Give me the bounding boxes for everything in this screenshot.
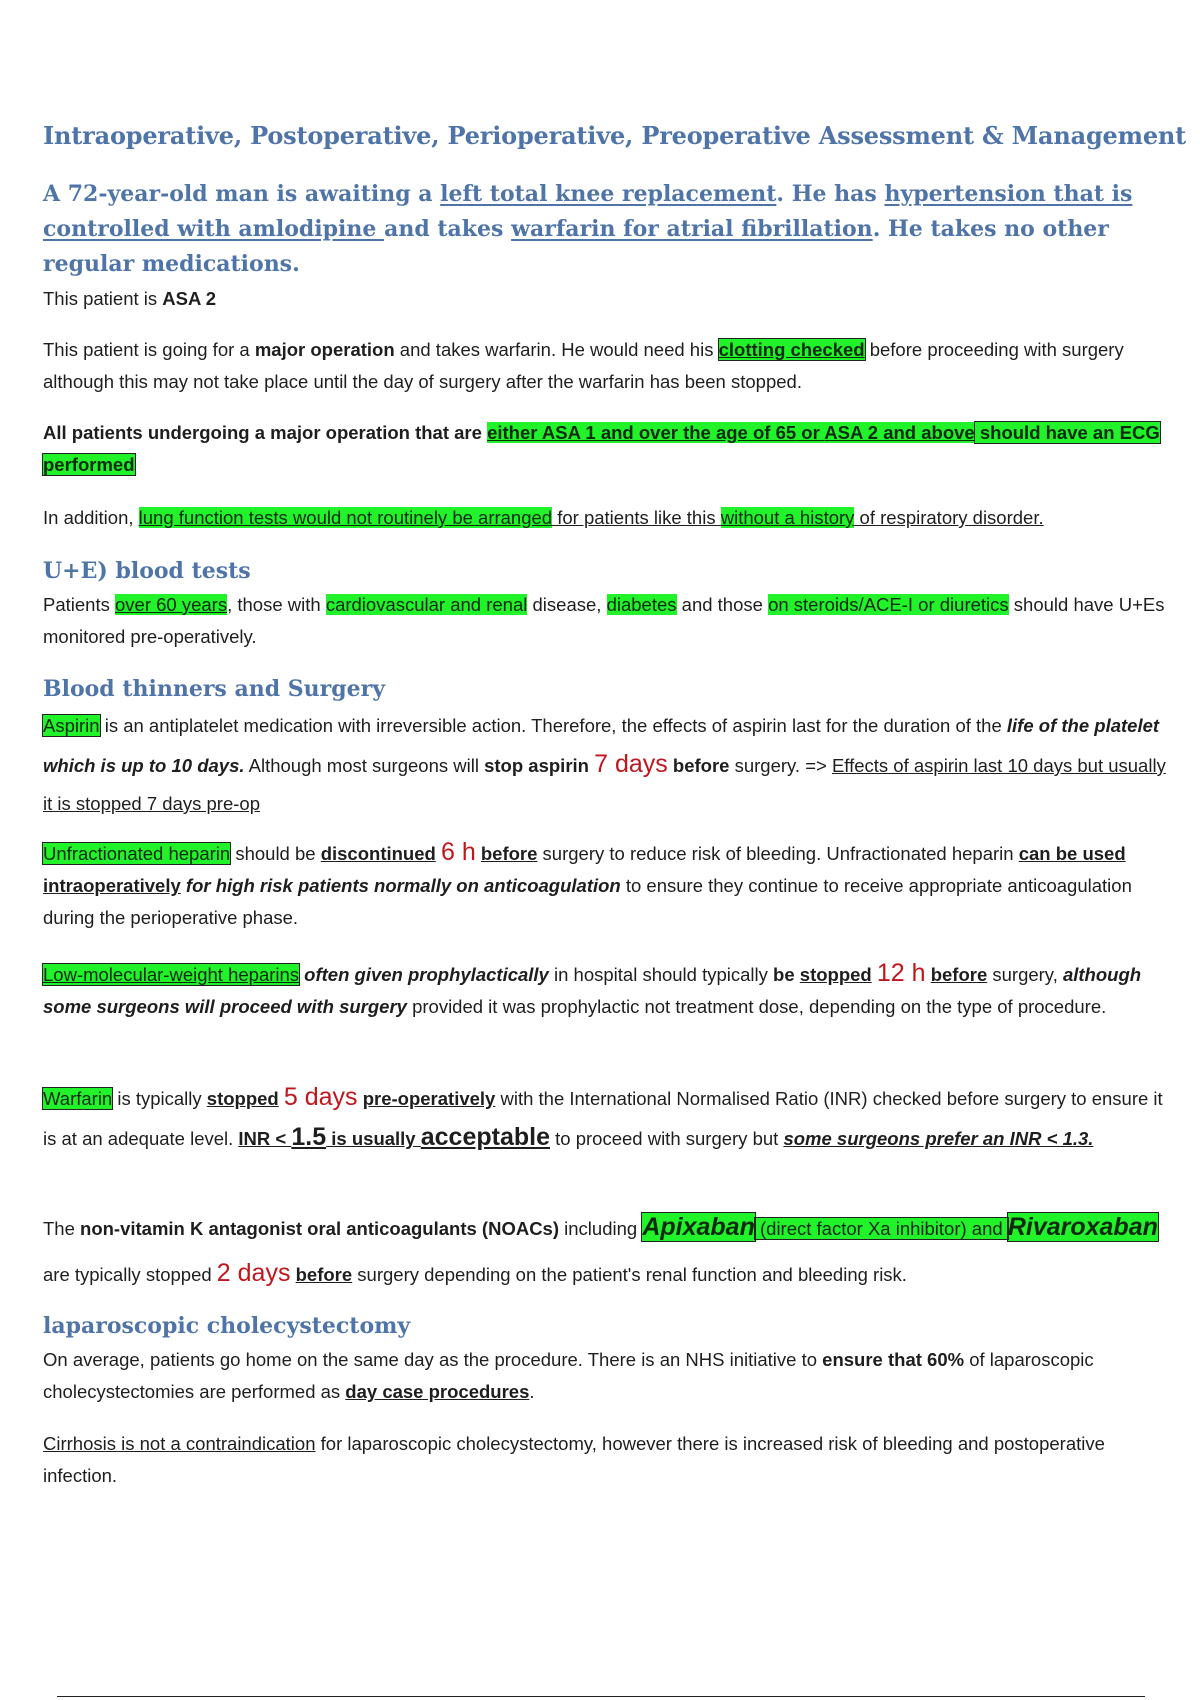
asa-paragraph <box>43 283 1178 315</box>
clotting-paragraph <box>43 334 1178 398</box>
bold-text: before <box>295 1264 353 1285</box>
bold-text: major operation <box>254 339 395 360</box>
highlight: either ASA 1 and over the age of 65 <box>487 422 797 443</box>
text: of laparoscopic cholecystectomies are performed as <box>43 1349 1094 1402</box>
text: . <box>529 1381 535 1402</box>
bold-text: ensure that 60% <box>822 1349 965 1370</box>
text: for patients like this <box>552 507 721 528</box>
big-value: acceptable <box>420 1123 550 1151</box>
bold-text: before <box>930 964 988 985</box>
text: should be <box>230 843 321 864</box>
text: On average, patients go home on the same day as the procedure. There is an NHS initiative to <box>43 1349 823 1370</box>
asa-value: ASA 2 <box>162 288 217 309</box>
text: disease, <box>527 594 607 615</box>
highlight: diabetes <box>606 594 677 615</box>
case-underline: left total knee replacement <box>440 181 777 207</box>
page-title: Intraoperative, Postoperative, Perioperative, Preoperative Assessment & Management <box>43 121 1187 150</box>
text: provided it was prophylactic not treatment dose, depending on the type of procedure. <box>406 996 1107 1017</box>
page-footer-rule <box>57 1696 1145 1697</box>
cirrhosis-paragraph <box>43 1428 1178 1492</box>
italic-text: although some surgeons will proceed with surgery <box>43 964 1142 1017</box>
case-underline: hypertension that is controlled with amlodipine <box>43 181 1133 242</box>
text: In addition, <box>43 507 139 528</box>
big-value: 1.5 <box>291 1123 327 1151</box>
text: of respiratory disorder. <box>854 507 1044 528</box>
lung-paragraph <box>43 502 1178 534</box>
italic-text: for high risk patients normally on anticoagulation <box>180 875 621 896</box>
lap-paragraph <box>43 1344 1178 1408</box>
text: surgery, <box>987 964 1063 985</box>
text: , those with <box>227 594 326 615</box>
case-text: . He takes no other regular medications. <box>43 216 1109 277</box>
bold-text: is usually <box>326 1128 421 1149</box>
text: All patients undergoing a major operation that are <box>43 422 488 443</box>
blood-thinners-heading: Blood thinners and Surgery <box>43 676 385 702</box>
bold-text: before <box>672 755 730 776</box>
text: are typically stopped <box>43 1264 217 1285</box>
text: surgery to reduce risk of bleeding. Unfractionated heparin <box>537 843 1019 864</box>
ufh-paragraph <box>43 836 1178 934</box>
red-value: 6 h <box>440 838 476 866</box>
bold-text: day case procedures <box>345 1381 530 1402</box>
text: for laparoscopic cholecystectomy, however there is increased risk of bleeding and postoperative infection. <box>43 1433 1105 1486</box>
red-value: 7 days <box>594 750 668 778</box>
underlined-text: Effects of aspirin last 10 days but usually it is stopped 7 days pre-op <box>43 755 1166 814</box>
bold-text: stopped <box>799 964 872 985</box>
lmwh-paragraph <box>43 957 1178 1023</box>
case-text: . He has <box>776 181 885 207</box>
ue-heading: U+E) blood tests <box>43 558 251 584</box>
case-text: and takes <box>384 216 512 242</box>
text: is typically <box>112 1088 207 1109</box>
text: should have U+Es monitored pre-operatively. <box>43 594 1165 647</box>
highlight: on steroids/ACE-I or diuretics <box>768 594 1009 615</box>
italic-text: often given prophylactically <box>299 964 549 985</box>
highlight: Low-molecular-weight heparins <box>43 964 300 985</box>
highlight: cardiovascular and renal <box>325 594 528 615</box>
lap-heading: laparoscopic cholecystectomy <box>43 1313 411 1339</box>
text: before proceeding with surgery although this may not take place until the day of surgery after the warfarin has been stopped. <box>43 339 1124 392</box>
text: The <box>43 1218 81 1239</box>
red-value: 12 h <box>876 959 926 987</box>
bold-text: be <box>773 964 800 985</box>
warfarin-paragraph <box>43 1078 1178 1158</box>
bold-text: before <box>480 843 538 864</box>
highlight: Apixaban <box>642 1213 755 1241</box>
highlight: Aspirin <box>43 715 100 736</box>
bold-text: stopped <box>206 1088 279 1109</box>
italic-text: some surgeons prefer an INR < 1.3. <box>783 1128 1094 1149</box>
aspirin-paragraph <box>43 707 1178 823</box>
text: including <box>559 1218 643 1239</box>
highlight: without a history <box>720 507 855 528</box>
case-text: A 72-year-old man is awaiting a <box>43 181 441 207</box>
highlight: Warfarin <box>43 1088 113 1109</box>
text: Patients <box>43 594 115 615</box>
bold-text: stop aspirin <box>484 755 589 776</box>
highlight: Unfractionated heparin <box>43 843 231 864</box>
text: to proceed with surgery but <box>550 1128 784 1149</box>
text: This patient is going for a <box>43 339 255 360</box>
text: to ensure they continue to receive appropriate anticoagulation during the perioperative phase. <box>43 875 1132 928</box>
text: is an antiplatelet medication with irreversible action. Therefore, the effects of aspirin last for the duration of the <box>99 715 1007 736</box>
case-stem <box>43 177 1173 282</box>
highlight: (direct factor Xa inhibitor) and <box>754 1218 1008 1239</box>
highlight: over 60 years <box>115 594 228 615</box>
highlight: clotting checked <box>718 339 865 360</box>
text: surgery. => <box>729 755 832 776</box>
red-value: 5 days <box>283 1083 358 1111</box>
underlined-text: Cirrhosis is not a contraindication <box>43 1433 316 1454</box>
highlight: should have an ECG performed <box>43 422 1160 475</box>
text: surgery depending on the patient's renal function and bleeding risk. <box>352 1264 907 1285</box>
text: and those <box>676 594 769 615</box>
bold-text: discontinued <box>320 843 436 864</box>
ecg-paragraph <box>43 417 1178 481</box>
italic-text: life of the platelet which is up to 10 days. <box>43 715 1160 776</box>
ue-paragraph <box>43 589 1178 653</box>
text: and takes warfarin. He would need his <box>394 339 719 360</box>
text: with the International Normalised Ratio (INR) checked before surgery to ensure it is at an adequate level. <box>43 1088 1163 1149</box>
red-value: 2 days <box>216 1259 291 1287</box>
bold-text: can be used intraoperatively <box>43 843 1126 896</box>
bold-text: non-vitamin K antagonist oral anticoagulants (NOACs) <box>80 1218 560 1239</box>
highlight: Rivaroxaban <box>1007 1213 1158 1241</box>
highlight: ASA 2 and above <box>824 422 975 443</box>
bold-text: INR < <box>238 1128 292 1149</box>
noac-paragraph <box>43 1205 1178 1297</box>
highlight: or <box>796 422 825 443</box>
bold-text: pre-operatively <box>362 1088 496 1109</box>
text: Although most surgeons will <box>244 755 485 776</box>
asa-prefix: This patient is <box>43 288 163 309</box>
highlight: lung function tests would not routinely be arranged <box>138 507 553 528</box>
text: in hospital should typically <box>548 964 774 985</box>
case-underline: warfarin for atrial fibrillation <box>511 216 873 242</box>
